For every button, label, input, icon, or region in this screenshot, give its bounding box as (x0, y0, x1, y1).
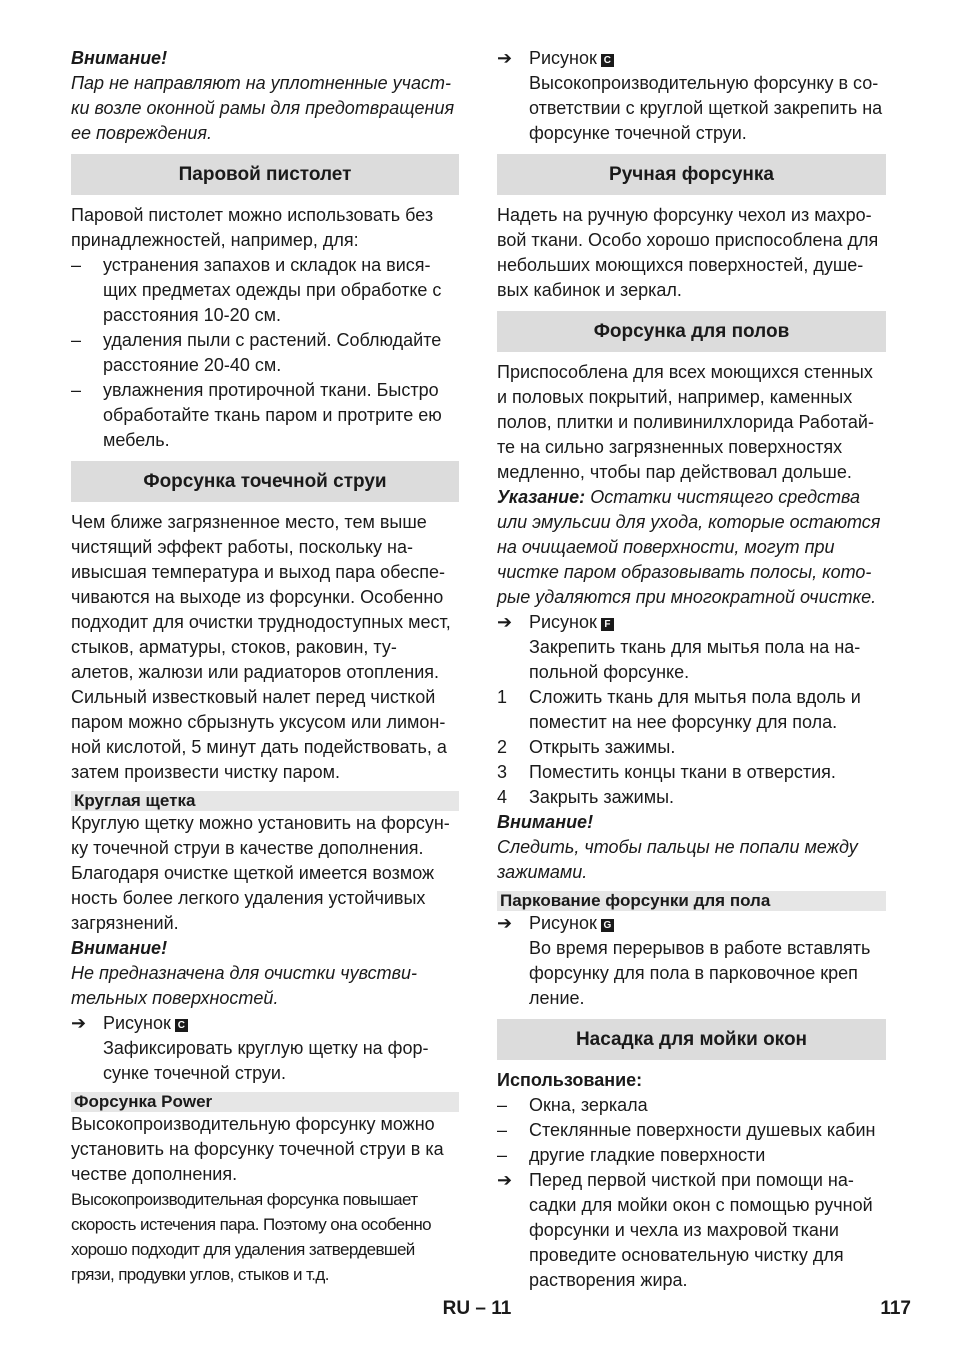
step-item: 2 Открыть зажимы. (497, 735, 886, 760)
arrow-icon: ➔ (497, 913, 513, 933)
page-number: 117 (880, 1298, 911, 1319)
step-number: 4 (497, 787, 508, 807)
figure-reference (71, 1011, 459, 1086)
subheading-round-brush: Круглая щетка (71, 791, 459, 811)
round-brush-text: Круглую щетку можно установить на форсун-ку точечной струи в качестве дополнения. Благодаря очистке щеткой имеется возмож ность более легкого удаления устойчивых загрязнений. (71, 813, 450, 933)
figure-label: Рисунок (529, 48, 597, 68)
figure-text: Высокопроизводительную форсунку в со-ответствии с круглой щеткой закрепить на форсунке точечной струи. (529, 73, 883, 143)
list-item: – Стеклянные поверхности душевых кабин (497, 1118, 886, 1143)
figure-reference (497, 911, 886, 1011)
footer-section-label: RU – 11 (442, 1298, 512, 1319)
floor-nozzle-text: Приспособлена для всех моющихся стенных и половых покрытий, например, каменных полов, плитки и поливинилхлорида Работай-те на сильно загрязненных поверхностях медленно, чтобы пар действовал дольше. (497, 362, 874, 482)
subheading-parking: Паркование форсунки для пола (497, 891, 886, 911)
usage-label: Использование: (497, 1070, 643, 1090)
figure-text: Закрепить ткань для мытья пола на на-польной форсунке. (529, 637, 861, 682)
note-text: Остатки чистящего средства или эмульсии для ухода, которые остаются на очищаемой поверхности, могут при чистке паром образовывать полосы, кото-рые удаляются при многократной очистке. (497, 487, 881, 607)
figure-label: Рисунок (103, 1013, 171, 1033)
instruction-item: ➔ Перед первой чисткой при помощи на-садки для мойки окон с помощью ручной форсунки и чехла из махровой ткани проведите основательную чистку для растворения жира. (497, 1170, 873, 1290)
figure-letter-icon: G (601, 919, 614, 932)
dash-marker: – (71, 380, 82, 400)
list-item: – устранения запахов и складок на вися-щих предметах одежды при обработке с расстояния 10-20 см. (71, 255, 442, 325)
figure-letter-icon: C (601, 54, 614, 67)
warning-title: Внимание! (71, 938, 168, 958)
dash-marker: – (497, 1120, 508, 1140)
right-column (497, 46, 886, 1293)
step-number: 2 (497, 737, 508, 757)
figure-text: Во время перерывов в работе вставлять форсунку для пола в парковочное креп ление. (529, 938, 871, 1008)
arrow-icon: ➔ (497, 612, 513, 632)
list-item: – Окна, зеркала (497, 1093, 886, 1118)
subheading-power-nozzle: Форсунка Power (71, 1092, 459, 1112)
figure-label: Рисунок (529, 612, 597, 632)
figure-text: Зафиксировать круглую щетку на фор-сунке точечной струи. (103, 1038, 429, 1083)
power-nozzle-text-2: Высокопроизводительная форсунка повышает скорость истечения пара. Поэтому она особенно хорошо подходит для удаления затвердевшей грязи, продувки углов, стыков и т.д. (71, 1190, 431, 1284)
arrow-icon: ➔ (497, 1170, 513, 1190)
dash-marker: – (71, 330, 82, 350)
section-heading-floor-nozzle: Форсунка для полов (497, 311, 886, 352)
list-item: – удаления пыли с растений. Соблюдайте расстояние 20-40 см. (71, 330, 442, 375)
warning-title: Внимание! (497, 812, 594, 832)
step-item: 4 Закрыть зажимы. (497, 785, 886, 810)
dash-marker: – (497, 1145, 508, 1165)
step-number: 3 (497, 762, 508, 782)
note-label: Указание: (497, 487, 586, 507)
figure-reference (497, 610, 886, 685)
left-column (71, 46, 459, 1287)
section-heading-hand-nozzle: Ручная форсунка (497, 154, 886, 195)
section-heading-spot-nozzle: Форсунка точечной струи (71, 461, 459, 502)
figure-reference (497, 46, 886, 146)
steam-gun-intro: Паровой пистолет можно использовать без принадлежностей, например, для: (71, 205, 434, 250)
section-heading-steam-gun: Паровой пистолет (71, 154, 459, 195)
section-heading-window-nozzle: Насадка для мойки окон (497, 1019, 886, 1060)
figure-label: Рисунок (529, 913, 597, 933)
figure-letter-icon: C (175, 1019, 188, 1032)
dash-marker: – (497, 1095, 508, 1115)
dash-marker: – (71, 255, 82, 275)
warning-title: Внимание! (71, 48, 168, 68)
step-item: 3 Поместить концы ткани в отверстия. (497, 760, 886, 785)
list-item: – увлажнения протирочной ткани. Быстро обработайте ткань паром и протрите ею мебель. (71, 380, 442, 450)
step-number: 1 (497, 687, 508, 707)
warning-text: Не предназначена для очистки чувстви-тельных поверхностей. (71, 963, 417, 1008)
note (497, 485, 886, 610)
warning-text: Пар не направляют на уплотненные участ-ки возле оконной рамы для предотвращения ее повреждения. (71, 73, 455, 143)
arrow-icon: ➔ (71, 1013, 87, 1033)
list-item: – другие гладкие поверхности (497, 1143, 886, 1168)
figure-letter-icon: F (601, 618, 614, 631)
warning-text: Следить, чтобы пальцы не попали между зажимами. (497, 837, 858, 882)
step-item: 1 Сложить ткань для мытья пола вдоль и поместит на нее форсунку для пола. (497, 687, 861, 732)
power-nozzle-text: Высокопроизводительную форсунку можно установить на форсунку точечной струи в ка честве дополнения. (71, 1114, 444, 1184)
arrow-icon: ➔ (497, 48, 513, 68)
spot-nozzle-text: Чем ближе загрязненное место, тем выше чистящий эффект работы, поскольку на-ивысшая температура и выход пара обеспе-чиваются на выходе из форсунки. Особенно подходит для очистки труднодоступных мест, стыков, арматуры, стоков, раковин, ту-алетов, жалюзи или радиаторов отопления. Сильный известковый налет перед чисткой паром можно сбрызнуть уксусом или лимон-ной кислотой, 5 минут дать подействовать, а затем произвести чистку паром. (71, 512, 451, 782)
hand-nozzle-text: Надеть на ручную форсунку чехол из махро-вой ткани. Особо хорошо приспособлена для небольших моющихся поверхностей, душе-вых кабинок и зеркал. (497, 205, 879, 300)
